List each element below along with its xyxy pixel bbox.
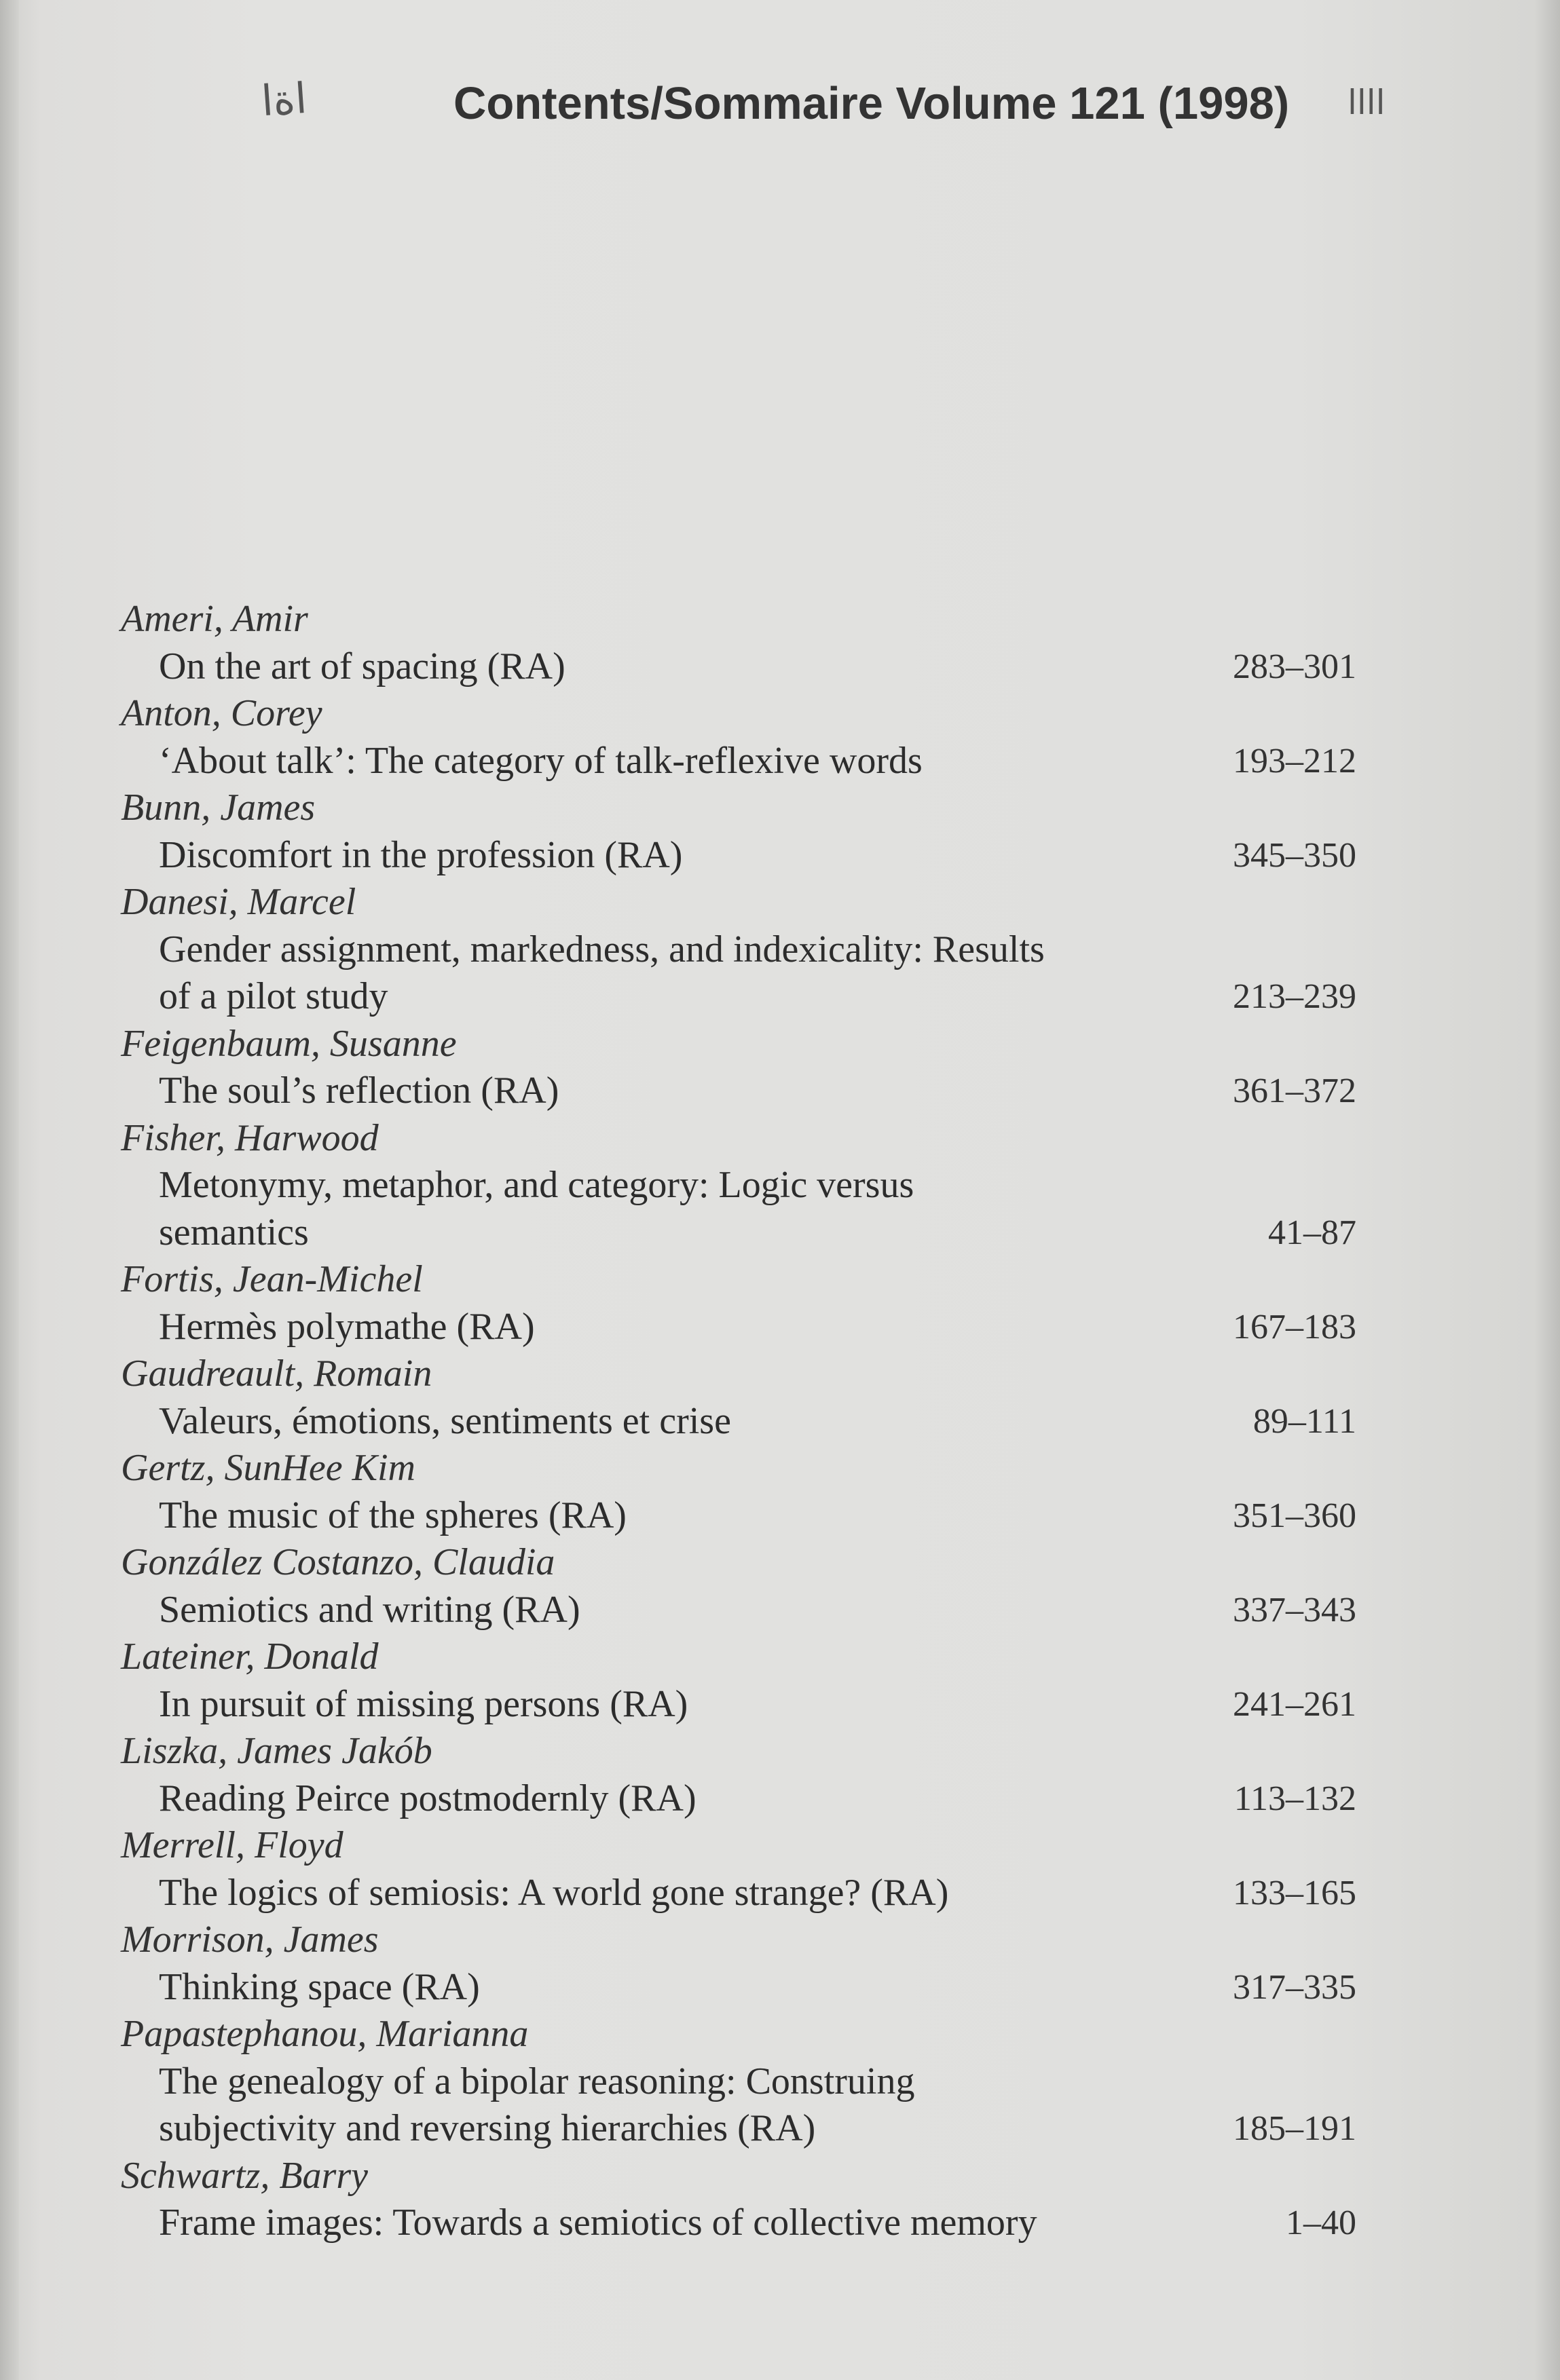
toc-article [121, 1162, 1259, 1256]
toc-author: Feigenbaum, Susanne [121, 1022, 457, 1065]
toc-article [121, 1492, 1259, 1540]
toc-page-range: 361–372 [1233, 1072, 1356, 1110]
toc-entry [121, 1350, 1356, 1445]
toc-article-title-line: of a pilot study [159, 975, 388, 1017]
toc-article-title-line: The logics of semiosis: A world gone strange? (RA) [159, 1871, 949, 1914]
toc-author: Morrison, James [121, 1919, 379, 1961]
toc-entry [121, 1021, 1356, 1115]
toc-article-title-line: The music of the spheres (RA) [159, 1494, 627, 1536]
page-header [0, 68, 1560, 143]
toc-page-range: 337–343 [1233, 1590, 1356, 1629]
toc-page-range: 213–239 [1233, 977, 1356, 1016]
toc-page-range: 351–360 [1233, 1496, 1356, 1535]
toc-page-range: 113–132 [1233, 1779, 1356, 1818]
toc-page-range: 133–165 [1233, 1873, 1356, 1912]
toc-article-title-line: ‘About talk’: The category of talk-reflexive words [159, 739, 923, 782]
toc-author: González Costanzo, Claudia [121, 1541, 555, 1583]
toc-entry [121, 1916, 1356, 2011]
toc-entry [121, 2153, 1356, 2247]
toc-article-title-line: The genealogy of a bipolar reasoning: Construing [159, 2060, 915, 2102]
toc-page-range: 185–191 [1233, 2109, 1356, 2148]
toc-page-range: 41–87 [1268, 1213, 1356, 1252]
toc-article [121, 926, 1259, 1021]
toc-article [121, 1964, 1259, 2011]
toc-article-title-line: Discomfort in the profession (RA) [159, 833, 683, 876]
handwritten-note-left: ﺍﺓﺍ [259, 73, 309, 126]
toc-article-title-line: Semiotics and writing (RA) [159, 1588, 580, 1631]
toc-author: Ameri, Amir [121, 598, 308, 640]
toc-article-title-line: The soul’s reflection (RA) [159, 1070, 559, 1112]
toc-article [121, 1398, 1259, 1446]
toc-page-range: 167–183 [1233, 1307, 1356, 1346]
toc-article-title-line: Frame images: Towards a semiotics of collective memory [159, 2202, 1037, 2244]
toc-entry [121, 785, 1356, 879]
toc-page-range: 1–40 [1286, 2204, 1356, 2242]
toc-author: Merrell, Floyd [121, 1824, 343, 1866]
toc-entry [121, 2011, 1356, 2153]
toc-author: Gaudreault, Romain [121, 1353, 432, 1395]
toc-entry [121, 596, 1356, 690]
table-of-contents [121, 596, 1356, 2247]
toc-author: Lateiner, Donald [121, 1636, 379, 1678]
toc-article [121, 832, 1259, 880]
toc-author: Fortis, Jean-Michel [121, 1258, 423, 1300]
page-title: Contents/Sommaire Volume 121 (1998) [453, 78, 1290, 129]
toc-article [121, 1681, 1259, 1729]
toc-article [121, 738, 1259, 785]
toc-author: Anton, Corey [121, 692, 322, 734]
toc-article [121, 1304, 1259, 1351]
toc-article-title-line: semantics [159, 1211, 309, 1253]
toc-article-title-line: Thinking space (RA) [159, 1965, 480, 2008]
toc-entry [121, 1539, 1356, 1633]
toc-entry [121, 690, 1356, 785]
toc-entry [121, 1115, 1356, 1257]
toc-article [121, 1775, 1259, 1823]
toc-article-title-line: Reading Peirce postmodernly (RA) [159, 1777, 697, 1819]
toc-article-title-line: Valeurs, émotions, sentiments et crise [159, 1399, 731, 1442]
page-edge [0, 0, 19, 2380]
toc-page-range: 345–350 [1233, 835, 1356, 875]
toc-entry [121, 879, 1356, 1021]
toc-article-title-line: In pursuit of missing persons (RA) [159, 1682, 688, 1725]
toc-entry [121, 1822, 1356, 1916]
toc-author: Schwartz, Barry [121, 2154, 368, 2197]
toc-article [121, 643, 1259, 691]
toc-article [121, 1870, 1259, 1917]
toc-article-title-line: Metonymy, metaphor, and category: Logic versus [159, 1164, 914, 1206]
toc-article [121, 2058, 1259, 2153]
toc-article-title-line: On the art of spacing (RA) [159, 645, 565, 687]
toc-article [121, 2199, 1259, 2247]
toc-article-title-line: Gender assignment, markedness, and indexicality: Results [159, 928, 1045, 970]
toc-entry [121, 1445, 1356, 1539]
toc-page-range: 89–111 [1252, 1401, 1356, 1441]
toc-entry [121, 1728, 1356, 1822]
toc-author: Papastephanou, Marianna [121, 2013, 529, 2055]
handwritten-note-right: ﺍﺍﺍﺍ [1348, 83, 1386, 122]
toc-author: Fisher, Harwood [121, 1116, 379, 1159]
toc-page-range: 193–212 [1233, 741, 1356, 780]
toc-page-range: 283–301 [1233, 647, 1356, 686]
toc-author: Danesi, Marcel [121, 881, 356, 923]
toc-page-range: 241–261 [1233, 1684, 1356, 1724]
toc-author: Bunn, James [121, 787, 316, 829]
toc-page-range: 317–335 [1233, 1967, 1356, 2007]
toc-article-title-line: subjectivity and reversing hierarchies (RA) [159, 2107, 816, 2149]
toc-author: Liszka, James Jakób [121, 1730, 432, 1772]
toc-article-title-line: Hermès polymathe (RA) [159, 1305, 535, 1348]
toc-entry [121, 1633, 1356, 1728]
toc-article [121, 1587, 1259, 1634]
toc-article [121, 1068, 1259, 1115]
toc-author: Gertz, SunHee Kim [121, 1447, 415, 1489]
toc-entry [121, 1256, 1356, 1350]
